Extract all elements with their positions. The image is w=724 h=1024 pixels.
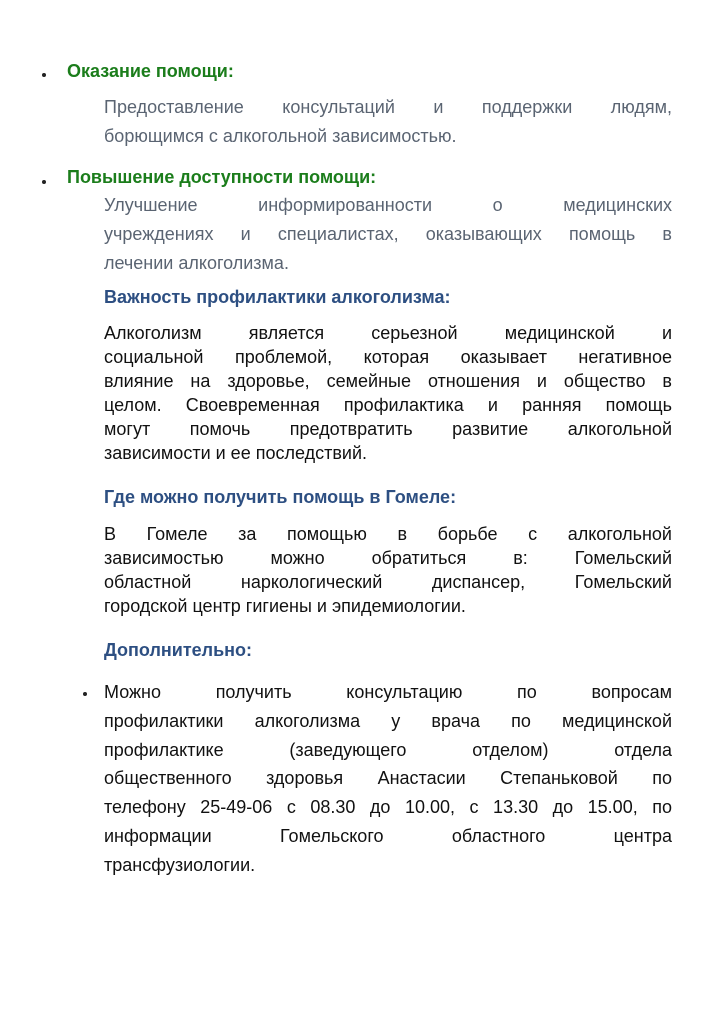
text-line: информации Гомельского областного центра	[104, 825, 672, 846]
section-text-where	[104, 522, 672, 618]
text-line: Предоставление консультаций и поддержки людям,	[104, 97, 672, 117]
text-line: зависимостью можно обратиться в: Гомельский	[104, 548, 672, 568]
text-line: общественного здоровья Анастасии Степаньковой по	[104, 768, 672, 789]
text-line: профилактики алкоголизма у врача по медицинской	[104, 710, 672, 731]
text-line: городской центр гигиены и эпидемиологии.	[104, 596, 466, 616]
text-line: могут помочь предотвратить развитие алкогольной	[104, 419, 672, 439]
section-text-importance	[104, 321, 672, 465]
text-line: зависимости и ее последствий.	[104, 443, 367, 463]
text-line: Можно получить консультацию по вопросам	[104, 682, 672, 702]
text-line: телефону 25-49-06 с 08.30 до 10.00, с 13.30 до 15.00, по	[104, 797, 672, 818]
section-heading-access: Повышение доступности помощи:	[67, 167, 377, 187]
text-line: областной наркологический диспансер, Гомельский	[104, 572, 672, 592]
section-heading-where: Где можно получить помощь в Гомеле:	[104, 487, 457, 507]
bullet-icon	[83, 692, 87, 696]
section-text-help	[104, 93, 672, 151]
section-heading-additional: Дополнительно:	[104, 640, 253, 660]
text-line: Алкоголизм является серьезной медицинской и	[104, 323, 672, 343]
text-line: целом. Своевременная профилактика и ранняя помощь	[104, 395, 672, 415]
text-line: Улучшение информированности о медицинских	[104, 195, 672, 215]
bullet-icon	[42, 73, 46, 77]
text-line: трансфузиологии.	[104, 854, 256, 875]
section-text-additional	[104, 678, 672, 880]
text-line: борющимся с алкогольной зависимостью.	[104, 126, 457, 146]
text-line: В Гомеле за помощью в борьбе с алкогольной	[104, 524, 672, 544]
section-heading-help: Оказание помощи:	[67, 61, 234, 81]
text-line: профилактике (заведующего отделом) отдела	[104, 739, 672, 760]
text-line: учреждениях и специалистах, оказывающих помощь в	[104, 224, 672, 244]
section-heading-importance: Важность профилактики алкоголизма:	[104, 287, 451, 307]
text-line: социальной проблемой, которая оказывает негативное	[104, 347, 672, 367]
bullet-icon	[42, 180, 46, 184]
section-text-access	[104, 191, 672, 278]
text-line: влияние на здоровье, семейные отношения и общество в	[104, 371, 672, 391]
text-line: лечении алкоголизма.	[104, 253, 289, 273]
